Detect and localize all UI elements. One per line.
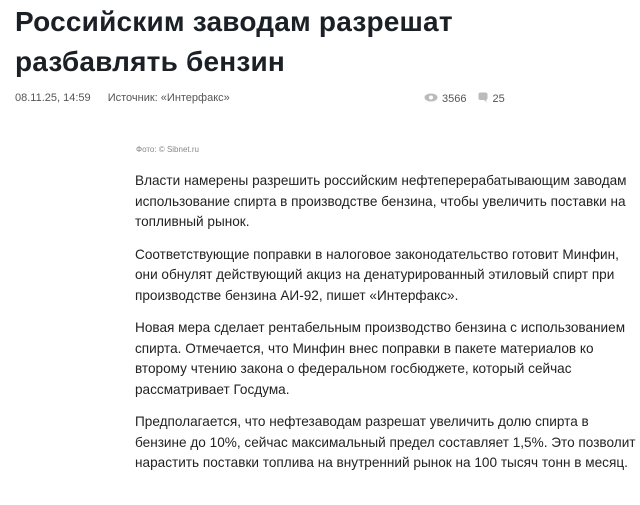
eye-icon <box>424 93 438 105</box>
title-line: Российским заводам разрешат <box>15 6 453 37</box>
photo-caption: Фото: © Sibnet.ru <box>136 145 199 154</box>
article-body <box>135 171 636 486</box>
views-count: 3566 <box>442 93 467 105</box>
comment-icon[interactable] <box>478 92 488 106</box>
source-link[interactable]: Источник: «Интерфакс» <box>107 92 230 104</box>
text-line: Власти намерены разрешить российским нефтеперерабатывающим заводам <box>135 173 627 188</box>
text-line: Предполагается, что нефтезаводам разрешат увеличить долю спирта в <box>135 414 589 429</box>
text-line: они обнулят действующий акциз на денатурированный этиловый спирт при <box>135 267 615 282</box>
paragraph <box>135 412 636 474</box>
paragraph <box>135 171 636 233</box>
text-line: второму чтению закона о федеральном госбюджете, который сейчас <box>135 361 572 376</box>
article-title <box>15 2 453 82</box>
text-line: рассматривает Госдума. <box>135 381 290 397</box>
text-line: производстве бензина АИ-92, пишет «Интерфакс». <box>135 287 459 303</box>
text-line: бензине до 10%, сейчас максимальный предел составляет 1,5%. Это позволит <box>135 434 636 450</box>
text-line: Соответствующие поправки в налоговое законодательство готовит Минфин, <box>135 246 619 262</box>
text-line: использование спирта в производстве бензина, чтобы увеличить поставки на <box>135 193 626 209</box>
article-meta <box>15 92 230 104</box>
paragraph <box>135 318 636 400</box>
title-line: разбавлять бензин <box>15 46 286 77</box>
publish-date: 08.11.25, 14:59 <box>15 92 91 104</box>
paragraph <box>135 245 636 307</box>
text-line: спирта. Отмечается, что Минфин внес поправки в пакете материалов ко <box>135 340 594 356</box>
article-stats <box>424 92 505 106</box>
text-line: нарастить поставки топлива на внутренний рынок на 100 тысяч тонн в месяц. <box>135 455 628 470</box>
text-line: топливный рынок. <box>135 214 250 229</box>
comments-count[interactable]: 25 <box>492 93 505 105</box>
text-line: Новая мера сделает рентабельным производство бензина с использованием <box>135 320 626 335</box>
